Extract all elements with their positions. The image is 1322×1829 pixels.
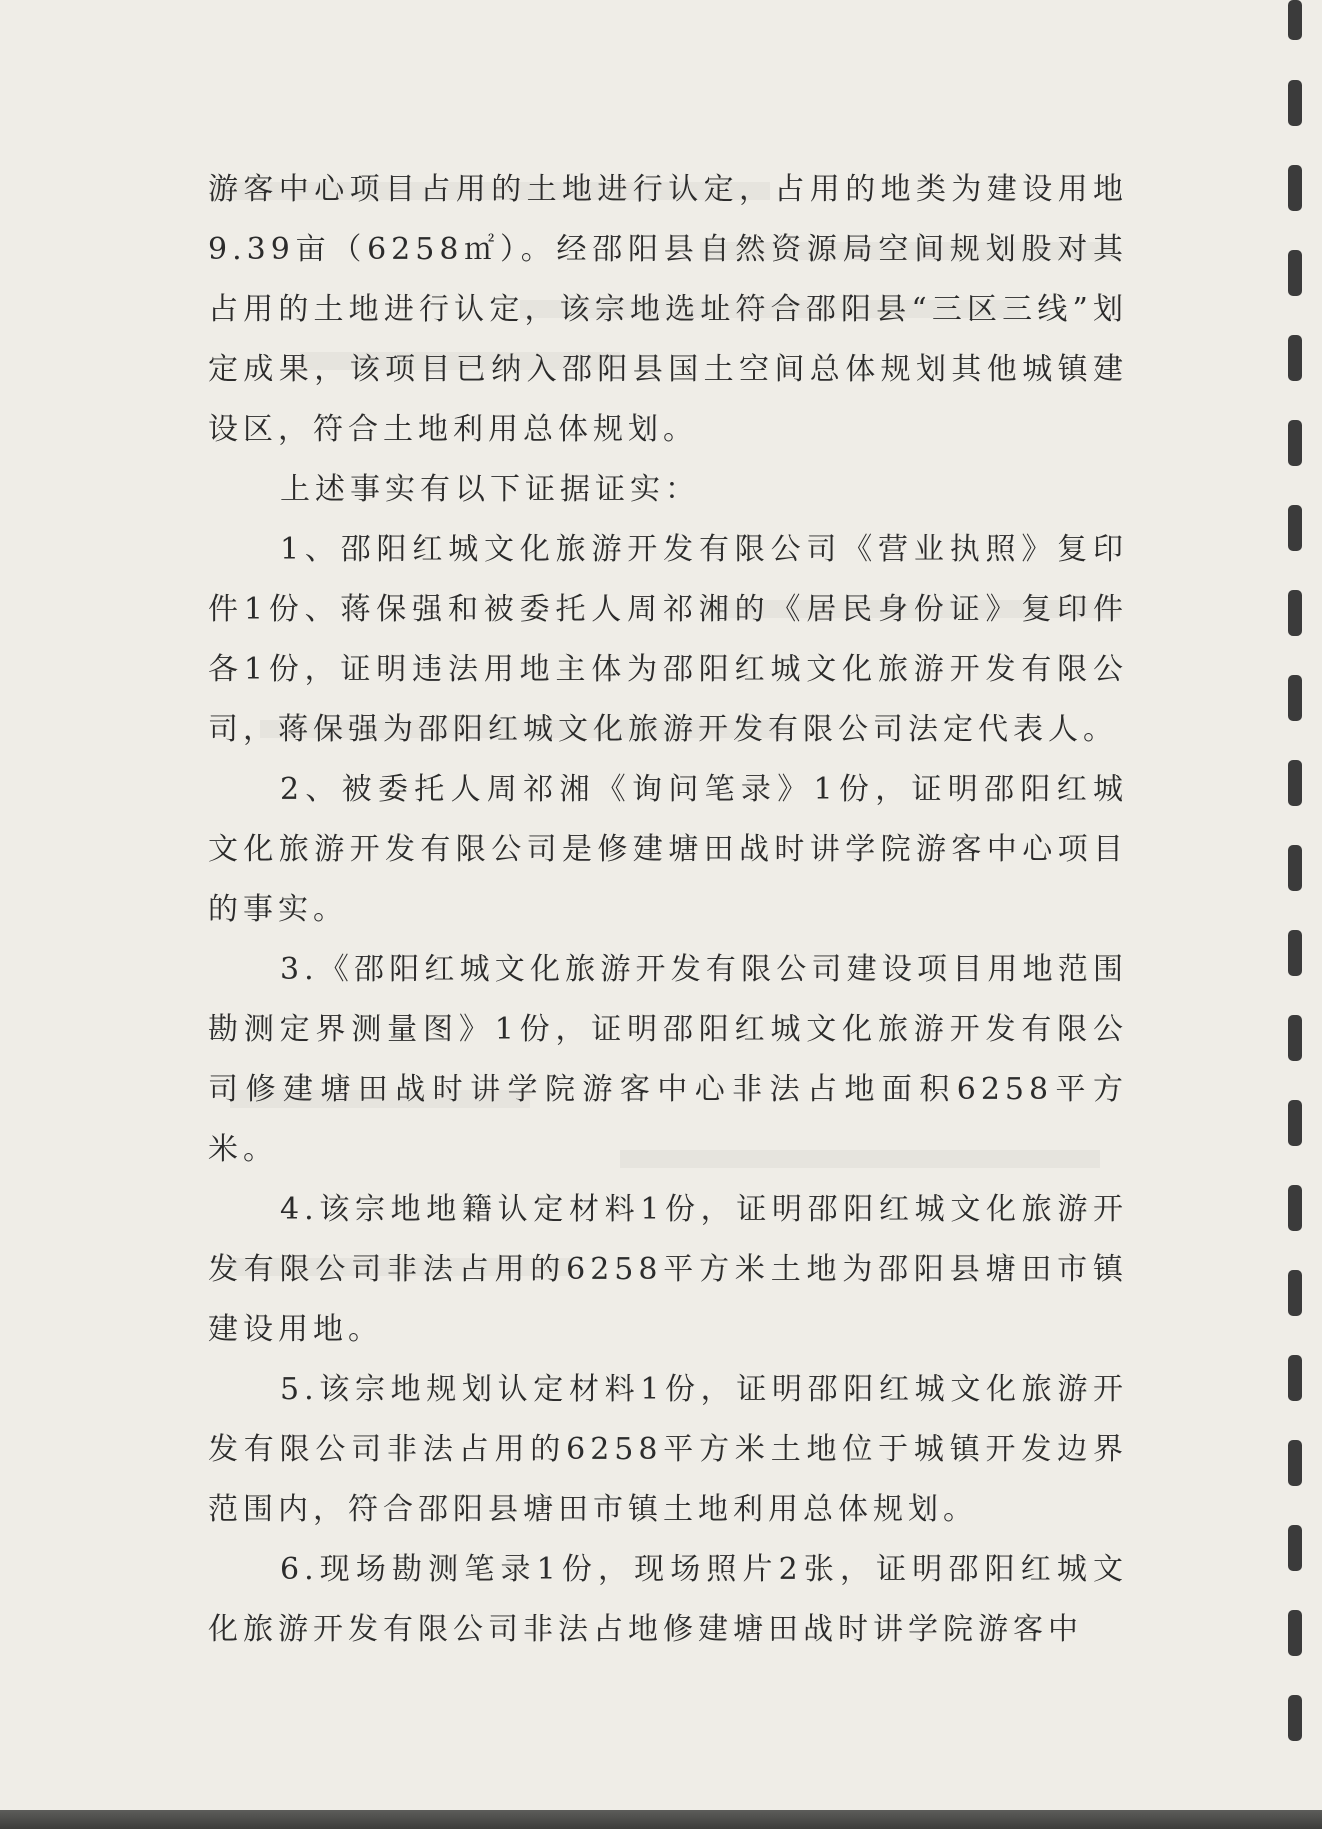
binding-hole <box>1288 1610 1302 1656</box>
binding-hole <box>1288 760 1302 806</box>
binding-hole <box>1288 335 1302 381</box>
binding-hole <box>1288 165 1302 211</box>
binding-hole <box>1288 505 1302 551</box>
binding-hole <box>1288 930 1302 976</box>
binding-hole <box>1288 845 1302 891</box>
paragraph-evidence-2: 2、被委托人周祁湘《询问笔录》1份，证明邵阳红城文化旅游开发有限公司是修建塘田战时讲学院游客中心项目的事实。 <box>208 772 1128 927</box>
binding-hole <box>1288 675 1302 721</box>
binding-hole <box>1288 1695 1302 1741</box>
scan-bottom-edge <box>0 1810 1322 1829</box>
binding-hole <box>1288 1355 1302 1401</box>
paragraph-evidence-3: 3.《邵阳红城文化旅游开发有限公司建设项目用地范围勘测定界测量图》1份，证明邵阳红城文化旅游开发有限公司修建塘田战时讲学院游客中心非法占地面积6258平方米。 <box>208 952 1128 1167</box>
paragraph-evidence-1: 1、邵阳红城文化旅游开发有限公司《营业执照》复印件1份、蒋保强和被委托人周祁湘的《居民身份证》复印件各1份，证明违法用地主体为邵阳红城文化旅游开发有限公司，蒋保强为邵阳红城文化旅游开发有限公司法定代表人。 <box>208 532 1128 747</box>
binding-hole <box>1288 80 1302 126</box>
binding-hole <box>1288 250 1302 296</box>
binding-hole <box>1288 420 1302 466</box>
paragraph-intro: 游客中心项目占用的土地进行认定，占用的地类为建设用地9.39亩（6258㎡）。经邵阳县自然资源局空间规划股对其占用的土地进行认定，该宗地选址符合邵阳县“三区三线”划定成果，该项目已纳入邵阳县国土空间总体规划其他城镇建设区，符合土地利用总体规划。 <box>208 172 1128 447</box>
binding-holes <box>1288 0 1306 1810</box>
binding-hole <box>1288 1015 1302 1061</box>
paragraph-evidence-heading: 上述事实有以下证据证实： <box>280 472 700 507</box>
paragraph-evidence-4: 4.该宗地地籍认定材料1份，证明邵阳红城文化旅游开发有限公司非法占用的6258平方米土地为邵阳县塘田市镇建设用地。 <box>208 1192 1128 1347</box>
paragraph-evidence-6: 6.现场勘测笔录1份，现场照片2张，证明邵阳红城文化旅游开发有限公司非法占地修建塘田战时讲学院游客中 <box>208 1552 1128 1647</box>
paragraph-evidence-5: 5.该宗地规划认定材料1份，证明邵阳红城文化旅游开发有限公司非法占用的6258平方米土地位于城镇开发边界范围内，符合邵阳县塘田市镇土地利用总体规划。 <box>208 1372 1128 1527</box>
binding-hole <box>1288 0 1302 40</box>
binding-hole <box>1288 1270 1302 1316</box>
binding-hole <box>1288 1525 1302 1571</box>
binding-hole <box>1288 1100 1302 1146</box>
binding-hole <box>1288 1440 1302 1486</box>
binding-hole <box>1288 590 1302 636</box>
binding-hole <box>1288 1185 1302 1231</box>
document-body <box>208 160 1128 1660</box>
